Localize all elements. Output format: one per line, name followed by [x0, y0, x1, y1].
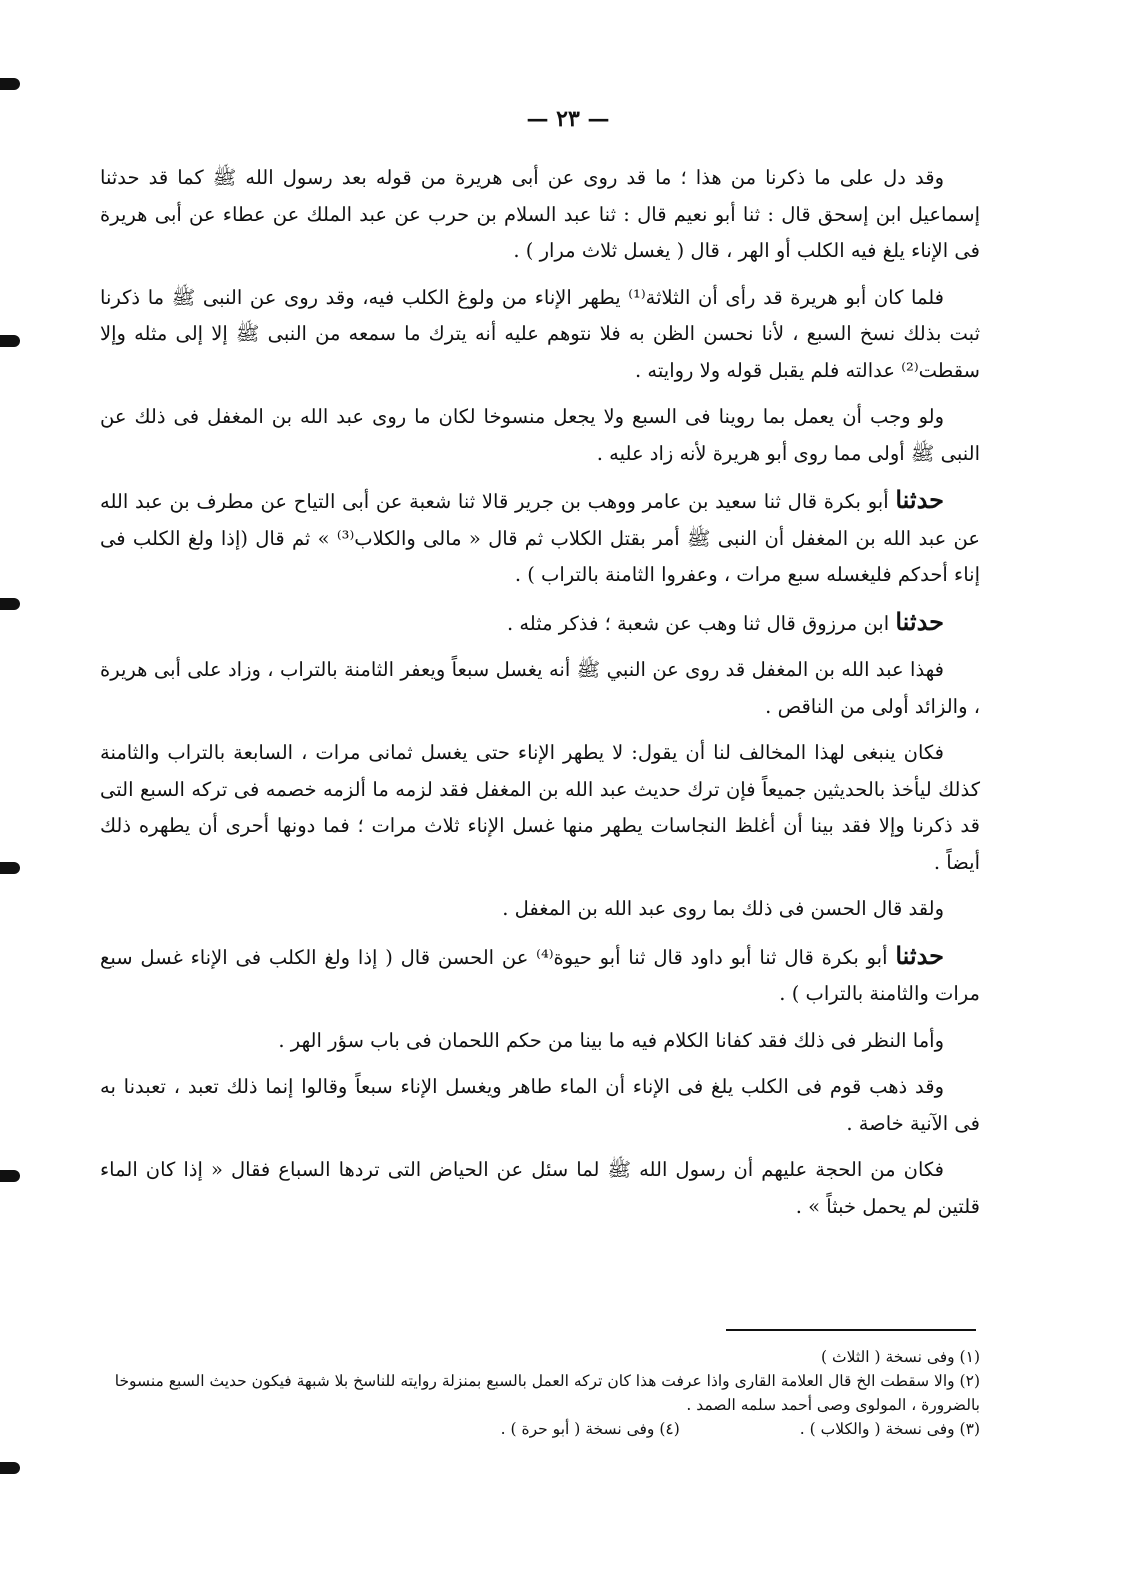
- hadith-paragraph: حدثنا أبو بكرة قال ثنا سعيد بن عامر ووهب بن جرير قالا ثنا شعبة عن أبى التياح عن مطرف بن عبد الله عن عبد الله بن المغفل أن النبى ﷺ أمر بقتل الكلاب ثم قال « مالى والكلاب⁽³⁾ » ثم قال (إذا ولغ الكلب فى إناء أحدكم فليغسله سبع مرات ، وعفروا الثامنة بالتراب ) .: [100, 485, 980, 586]
- paragraph: وأما النظر فى ذلك فقد كفانا الكلام فيه ما بينا من حكم اللحمان فى باب سؤر الهر .: [278, 1028, 944, 1052]
- footnote-3: (٣) وفى نسخة ( والكلاب ) .: [799, 1420, 980, 1438]
- scan-edge-mark: [0, 862, 20, 874]
- hadith-paragraph: حدثنا ابن مرزوق قال ثنا وهب عن شعبة ؛ فذكر مثله .: [506, 606, 944, 636]
- footnote-1: (١) وفى نسخة ( الثلاث ): [821, 1348, 980, 1366]
- paragraph: ولقد قال الحسن فى ذلك بما روى عبد الله بن المغفل .: [502, 897, 944, 920]
- paragraph: ولو وجب أن يعمل بما روينا فى السبع ولا يجعل منسوخا لكان ما روى عبد الله بن المغفل فى ذلك عن النبى ﷺ أولى مما روى أبو هريرة لأنه زاد عليه .: [100, 405, 980, 465]
- scan-edge-mark: [0, 598, 20, 610]
- footnotes: [100, 1345, 980, 1441]
- paragraph: فهذا عبد الله بن المغفل قد روى عن النبي ﷺ أنه يغسل سبعاً ويعفر الثامنة بالتراب ، وزاد على أبى هريرة ، والزائد أولى من الناقص .: [100, 658, 980, 718]
- footnote-2: (٢) والا سقطت الخ قال العلامة القارى واذا عرفت هذا كان تركه العمل بالسبع بمنزلة روايته للناسخ بلا شبهة فيكون حديث السبع منسوخا بالضرورة ، المولوى وصى أحمد سلمه الصمد .: [114, 1372, 980, 1414]
- page-number: — ٢٣ —: [526, 106, 610, 132]
- paragraph: فكان من الحجة عليهم أن رسول الله ﷺ لما سئل عن الحياض التى تردها السباع فقال « إذا كان الماء قلتين لم يحمل خبثاً » .: [100, 1158, 980, 1218]
- footnote-row: [100, 1417, 980, 1441]
- hadith-marker: حدثنا: [895, 940, 944, 970]
- hadith-paragraph: حدثنا أبو بكرة قال ثنا أبو داود قال ثنا أبو حيوة⁽⁴⁾ عن الحسن قال ( إذا ولغ الكلب فى الإناء غسل سبع مرات والثامنة بالتراب ) .: [100, 940, 980, 1005]
- scan-edge-mark: [0, 335, 20, 347]
- body-text: [100, 160, 980, 1235]
- scan-edge-mark: [0, 1462, 20, 1474]
- footnote-divider: [726, 1329, 976, 1331]
- paragraph: فلما كان أبو هريرة قد رأى أن الثلاثة⁽¹⁾ يطهر الإناء من ولوغ الكلب فيه، وقد روى عن النبى ﷺ ما ذكرنا ثبت بذلك نسخ السبع ، لأنا نحسن الظن به فلا نتوهم عليه أنه يترك ما سمعه من النبى ﷺ إلا إلى مثله وإلا سقطت⁽²⁾ عدالته فلم يقبل قوله ولا روايته .: [100, 285, 980, 382]
- hadith-marker: حدثنا: [895, 485, 944, 514]
- paragraph: فكان ينبغى لهذا المخالف لنا أن يقول: لا يطهر الإناء حتى يغسل ثمانى مرات ، السابعة بالتراب والثامنة كذلك ليأخذ بالحديثين جميعاً فإن ترك حديث عبد الله بن المغفل فقد لزمه ما ألزمه خصمه فى تركه السبع التى قد ذكرنا وإلا فقد بينا أن أغلظ النجاسات يطهر منها غسل الإناء ثلاث مرات ؛ فما دونها أحرى أن يطهره ذلك أيضاً .: [100, 741, 980, 874]
- footnote-4: (٤) وفى نسخة ( أبو حرة ) .: [500, 1420, 680, 1438]
- scan-edge-mark: [0, 78, 20, 90]
- hadith-marker: حدثنا: [895, 606, 944, 636]
- scan-edge-mark: [0, 1170, 20, 1182]
- paragraph: وقد دل على ما ذكرنا من هذا ؛ ما قد روى عن أبى هريرة من قوله بعد رسول الله ﷺ كما قد حدثنا إسماعيل ابن إسحق قال : ثنا أبو نعيم قال : ثنا عبد السلام بن حرب عن عبد الملك عن عطاء عن أبى هريرة فى الإناء يلغ فيه الكلب أو الهر ، قال ( يغسل ثلاث مرار ) .: [100, 166, 980, 262]
- paragraph: وقد ذهب قوم فى الكلب يلغ فى الإناء أن الماء طاهر ويغسل الإناء سبعاً وقالوا إنما ذلك تعبد ، تعبدنا به فى الآنية خاصة .: [100, 1075, 980, 1135]
